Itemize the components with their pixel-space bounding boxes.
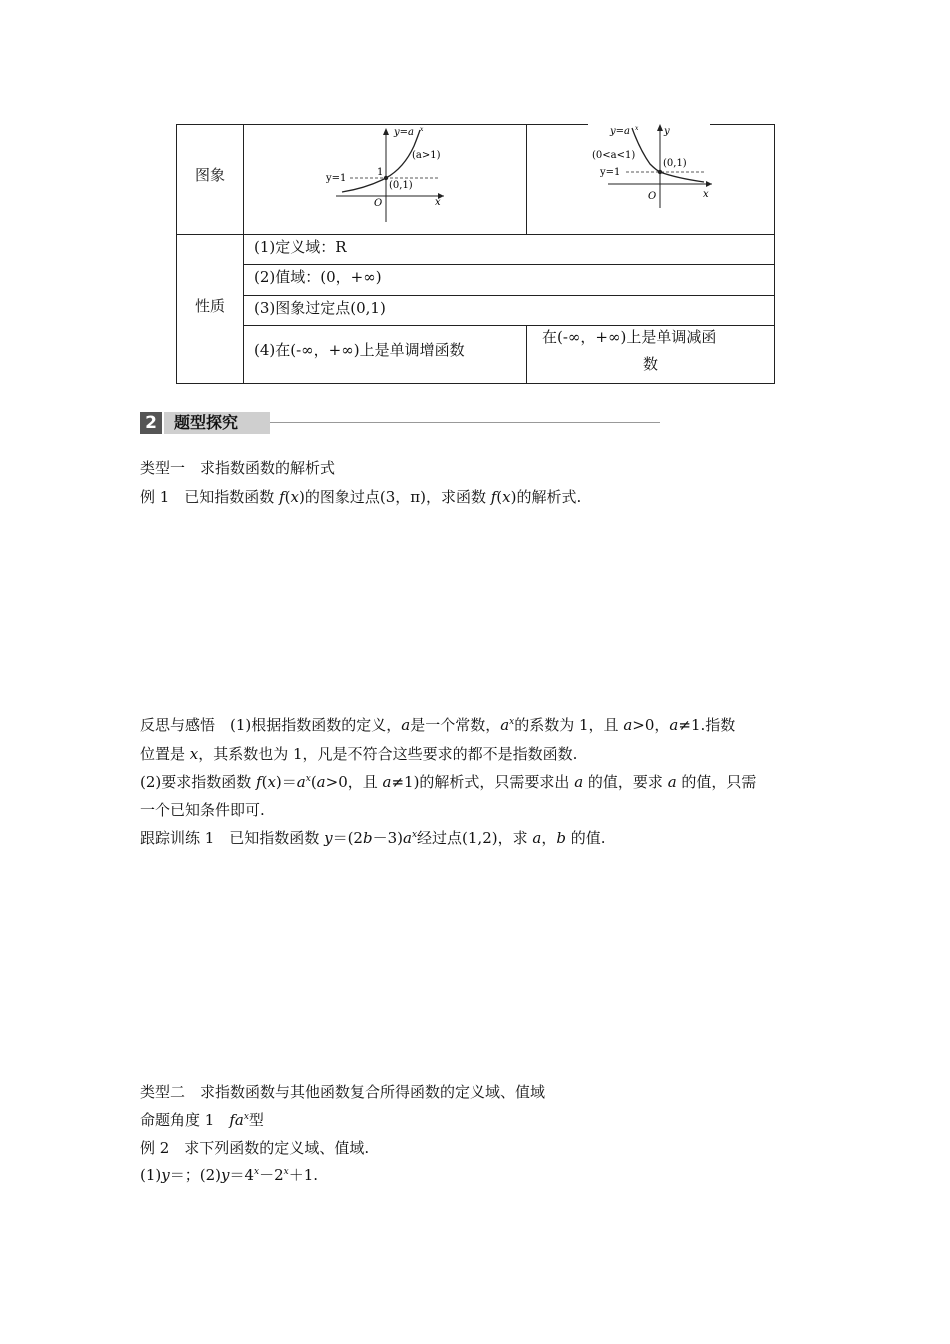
property-decreasing-line1: 在(-∞，+∞)上是单调减函 (542, 328, 717, 346)
func-sup: x (420, 126, 424, 133)
section-number: 2 (140, 412, 162, 434)
row-label-graph: 图象 (194, 166, 225, 184)
y1-label: y=1 (600, 167, 621, 178)
y1-label: y=1 (326, 173, 347, 184)
example2: 例 2 求下列函数的定义域、值域. (140, 1139, 370, 1157)
type2-heading: 类型二 求指数函数与其他函数复合所得函数的定义域、值域 (140, 1083, 546, 1101)
property-range: (2)值域：(0，+∞) (254, 268, 382, 286)
table-divider (243, 295, 775, 296)
condition-label: (0<a<1) (592, 150, 636, 161)
origin-label: O (648, 191, 657, 202)
graph-decreasing (588, 120, 718, 210)
reflection-line3: (2)要求指数函数 $f(x)=a^x(a>0$，且 a≠1)的解析式，只需要求出 a 的值，要求 a 的值，只需 (140, 773, 757, 791)
table-divider (243, 124, 244, 384)
table-divider (243, 264, 775, 265)
row-label-properties: 性质 (194, 297, 225, 315)
reflection-line1: 反思与感悟 (1)根据指数函数的定义，a是一个常数，$a^x$的系数为 1，且 a>0，a≠1.指数 (140, 716, 736, 734)
property-fixed-point: (3)图象过定点(0,1) (254, 299, 386, 317)
type1-heading: 类型一 求指数函数的解析式 (140, 459, 336, 477)
example2-items: (1)y＝；$(2)y=4^x-2^x+1$. (140, 1166, 319, 1184)
condition-label: (a>1) (412, 150, 441, 161)
one-label: 1 (377, 167, 384, 178)
x-axis-label: x (435, 197, 441, 208)
func-label: y=a (610, 126, 630, 137)
func-sup: x (635, 125, 639, 132)
table-divider (526, 124, 527, 234)
graph-increasing (322, 126, 452, 226)
reflection-line2: 位置是 x，其系数也为 1，凡是不符合这些要求的都不是指数函数. (140, 745, 578, 763)
type2-angle: 命题角度 1 $fa^x$型 (140, 1111, 264, 1129)
reflection-line4: 一个已知条件即可. (140, 801, 265, 819)
func-label: y=a (394, 127, 414, 138)
section-title: 题型探究 (164, 412, 270, 434)
x-axis-label: x (703, 189, 709, 200)
property-decreasing-line2: 数 (643, 355, 659, 373)
point-label: (0,1) (663, 158, 687, 169)
table-divider (526, 325, 527, 384)
y-axis-label: y (664, 126, 670, 137)
table-divider (176, 234, 775, 235)
table-divider (243, 325, 775, 326)
property-domain: (1)定义域：R (254, 238, 347, 256)
section-rule (270, 422, 660, 423)
practice1: 跟踪训练 1 已知指数函数 $y=(2b-3)a^x$经过点(1,2)，求 a，b 的值. (140, 829, 606, 847)
property-increasing: (4)在(-∞，+∞)上是单调增函数 (254, 341, 465, 359)
origin-label: O (374, 198, 383, 209)
example1: 例 1 已知指数函数 f(x)的图象过点(3，π)，求函数 f(x)的解析式. (140, 488, 582, 506)
point-label: (0,1) (389, 180, 413, 191)
